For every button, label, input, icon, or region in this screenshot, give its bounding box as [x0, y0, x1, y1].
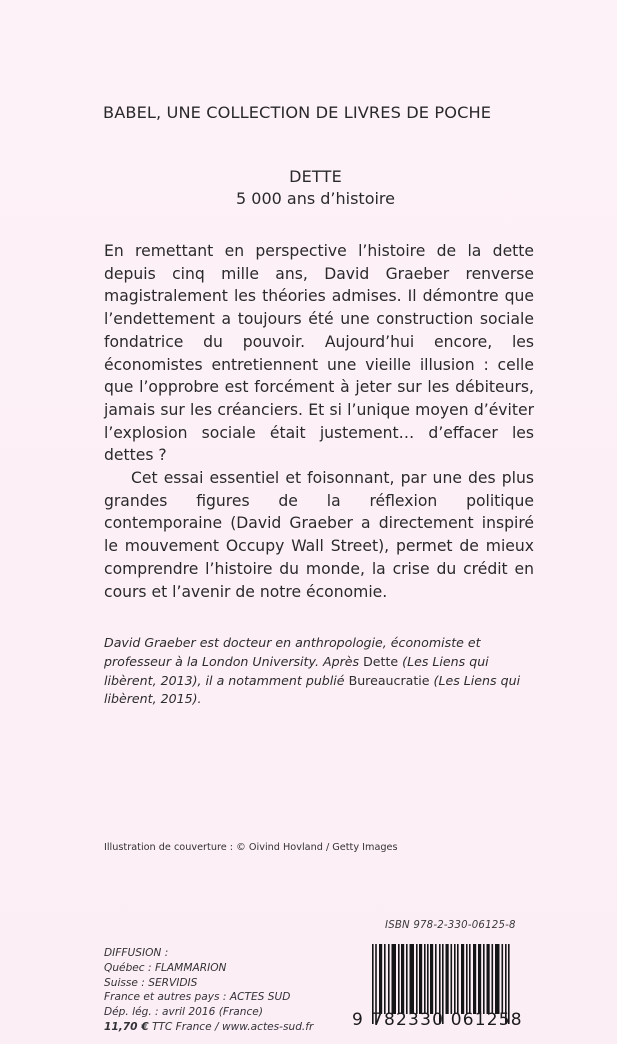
book-subtitle: 5 000 ans d’histoire — [236, 189, 395, 208]
blurb-paragraph-2: Cet essai essentiel et foisonnant, par une des plus grandes figures de la réflexion politique contemporaine (David Graeber a directement inspiré le mouvement Occupy Wall Street), permet de mieux comprendre l’histoire du monde, la crise du crédit en cours et l’avenir de notre économie. — [104, 469, 534, 601]
isbn: ISBN 978-2-330-06125-8 — [385, 920, 516, 931]
author-bio-book-bureaucratie: Bureaucratie — [348, 672, 430, 688]
barcode-digits — [352, 1010, 532, 1030]
author-bio-book-dette: Dette — [363, 653, 399, 669]
distribution-quebec: Québec : FLAMMARION — [104, 961, 227, 974]
distribution-info — [104, 946, 313, 1035]
distribution-heading: DIFFUSION : — [104, 947, 169, 959]
collection-line: BABEL, UNE COLLECTION DE LIVRES DE POCHE — [103, 103, 492, 122]
book-title: DETTE — [289, 167, 342, 186]
distribution-suisse: Suisse : SERVIDIS — [104, 976, 198, 989]
author-bio-text-2: (Les Liens qui libèrent, 2013), il a notamment publié — [104, 653, 489, 688]
blurb-paragraph-1: En remettant en perspective l’histoire de la dette depuis cinq mille ans, David Graeber renverse magistralement les théories admises. Il démontre que l’endettement a toujours été une construction sociale fondatrice du pouvoir. Aujourd’hui encore, les économistes entretiennent une vieille illusion : celle que l’opprobre est forcément à jeter sur les débiteurs, jamais sur les créanciers. Et si l’unique moyen d’éviter l’explosion sociale était justement… d’effacer les dettes ? — [104, 242, 534, 465]
price-suffix: TTC France / www.actes-sud.fr — [148, 1020, 314, 1033]
distribution-france: France et autres pays : ACTES SUD — [104, 991, 291, 1004]
legal-deposit: Dép. lég. : avril 2016 (France) — [104, 1006, 263, 1019]
title-block — [100, 165, 531, 210]
cover-illustration-credit: Illustration de couverture : © Oivind Hovland / Getty Images — [104, 842, 398, 853]
barcode-group-1: 782330 — [372, 1010, 445, 1030]
price: 11,70 € — [104, 1020, 149, 1033]
barcode-group-2: 061258 — [450, 1010, 523, 1030]
author-bio — [104, 634, 534, 709]
blurb — [104, 240, 534, 603]
author-bio-text-3: (Les Liens qui libèrent, 2015). — [104, 672, 521, 707]
barcode-lead-digit: 9 — [352, 1010, 365, 1030]
author-bio-text-1: David Graeber est docteur en anthropologie, économiste et professeur à la London University. Après — [104, 635, 481, 669]
price-line — [104, 1020, 313, 1035]
